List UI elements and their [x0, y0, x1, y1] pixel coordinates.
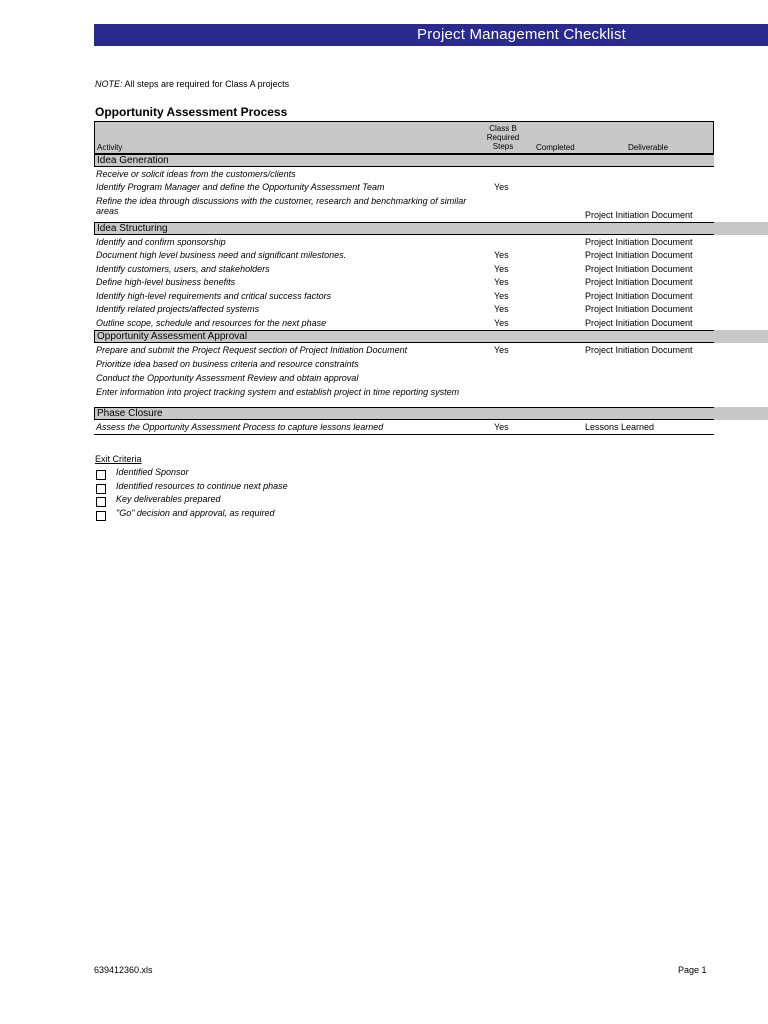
- activity-cell: Prepare and submit the Project Request section of Project Initiation Document: [96, 345, 408, 355]
- deliverable-cell: Project Initiation Document: [585, 210, 693, 220]
- activity-cell: Assess the Opportunity Assessment Process to capture lessons learned: [96, 422, 384, 432]
- footer-filename: 639412360.xls: [94, 965, 153, 975]
- deliverable-cell: Project Initiation Document: [585, 291, 693, 301]
- group-header-extension: [714, 407, 768, 420]
- activity-cell: Identify Program Manager and define the Opportunity Assessment Team: [96, 182, 385, 192]
- activity-cell: Identify high-level requirements and critical success factors: [96, 291, 332, 301]
- required-line-3: Steps: [492, 142, 514, 151]
- activity-cell: Refine the idea through discussions with the customer, research and benchmarking of similar areas: [96, 196, 467, 216]
- activity-cell: Receive or solicit ideas from the customers/clients: [96, 169, 296, 179]
- group-title: Opportunity Assessment Approval: [97, 331, 248, 342]
- required-cell: Yes: [494, 277, 509, 287]
- group-header-extension: [714, 330, 768, 343]
- table-row: [94, 317, 714, 330]
- note: [95, 79, 289, 89]
- required-cell: Yes: [494, 291, 509, 301]
- group-title: Idea Generation: [97, 155, 169, 166]
- deliverable-cell: Project Initiation Document: [585, 264, 693, 274]
- group-title: Idea Structuring: [97, 223, 168, 234]
- activity-cell: Identify customers, users, and stakeholders: [96, 264, 270, 274]
- table-row: [94, 421, 714, 434]
- checkbox[interactable]: [96, 497, 106, 507]
- table-row: [94, 372, 714, 386]
- deliverable-cell: Project Initiation Document: [585, 237, 693, 247]
- activity-cell: Conduct the Opportunity Assessment Review and obtain approval: [96, 373, 359, 383]
- footer-page-number: Page 1: [678, 965, 707, 975]
- required-cell: Yes: [494, 345, 509, 355]
- table-row: [94, 195, 714, 222]
- required-line-2: Required: [486, 133, 520, 142]
- page-title: Project Management Checklist: [417, 26, 627, 43]
- table-row: [94, 249, 714, 263]
- exit-criteria-label: "Go" decision and approval, as required: [116, 507, 275, 518]
- table-row: [94, 290, 714, 303]
- activity-cell: Enter information into project tracking system and establish project in time reporting system: [96, 387, 460, 397]
- checkbox[interactable]: [96, 484, 106, 494]
- deliverable-cell: Project Initiation Document: [585, 304, 693, 314]
- table-header: [94, 121, 714, 154]
- exit-criteria-label: Key deliverables prepared: [116, 494, 221, 504]
- table-row: [94, 344, 714, 358]
- deliverable-cell: Project Initiation Document: [585, 345, 693, 355]
- group-title: Phase Closure: [97, 408, 163, 419]
- activity-cell: Define high-level business benefits: [96, 277, 236, 287]
- group-header: [94, 330, 714, 343]
- title-bar: [94, 24, 768, 46]
- group-header: [94, 154, 714, 167]
- activity-cell: Document high level business need and significant milestones.: [96, 250, 347, 260]
- section-title: Opportunity Assessment Process: [95, 105, 288, 119]
- group-header: [94, 222, 714, 235]
- activity-cell: Outline scope, schedule and resources for the next phase: [96, 318, 327, 328]
- activity-cell: Identify and confirm sponsorship: [96, 237, 226, 247]
- required-cell: Yes: [494, 182, 509, 192]
- required-cell: Yes: [494, 264, 509, 274]
- note-label: NOTE:: [95, 79, 123, 89]
- column-header-required: [480, 124, 526, 151]
- required-cell: Yes: [494, 422, 509, 432]
- note-text: All steps are required for Class A projects: [122, 79, 290, 89]
- table-row: [94, 236, 714, 249]
- column-header-activity: Activity: [97, 143, 123, 152]
- table-row: [94, 386, 714, 407]
- activity-cell: Prioritize idea based on business criteria and resource constraints: [96, 359, 359, 369]
- exit-criteria-label: Identified resources to continue next phase: [116, 480, 288, 491]
- required-line-1: Class B: [489, 124, 517, 133]
- required-cell: Yes: [494, 304, 509, 314]
- checkbox[interactable]: [96, 511, 106, 521]
- table-bottom-rule: [94, 434, 714, 435]
- deliverable-cell: Project Initiation Document: [585, 318, 693, 328]
- group-header-extension: [714, 222, 768, 235]
- table-row: [94, 263, 714, 276]
- table-row: [94, 303, 714, 317]
- column-header-deliverable: Deliverable: [628, 143, 669, 152]
- deliverable-cell: Lessons Learned: [585, 422, 655, 432]
- exit-criteria-label: Identified Sponsor: [116, 467, 189, 477]
- table-row: [94, 168, 714, 181]
- required-cell: Yes: [494, 250, 509, 260]
- deliverable-cell: Project Initiation Document: [585, 277, 693, 287]
- column-header-completed: Completed: [536, 143, 575, 152]
- table-row: [94, 181, 714, 195]
- activity-cell: Identify related projects/affected systems: [96, 304, 260, 314]
- exit-criteria-title: Exit Criteria: [95, 454, 142, 464]
- required-cell: Yes: [494, 318, 509, 328]
- table-row: [94, 358, 714, 372]
- deliverable-cell: Project Initiation Document: [585, 250, 693, 260]
- table-row: [94, 276, 714, 290]
- checkbox[interactable]: [96, 470, 106, 480]
- group-header: [94, 407, 714, 420]
